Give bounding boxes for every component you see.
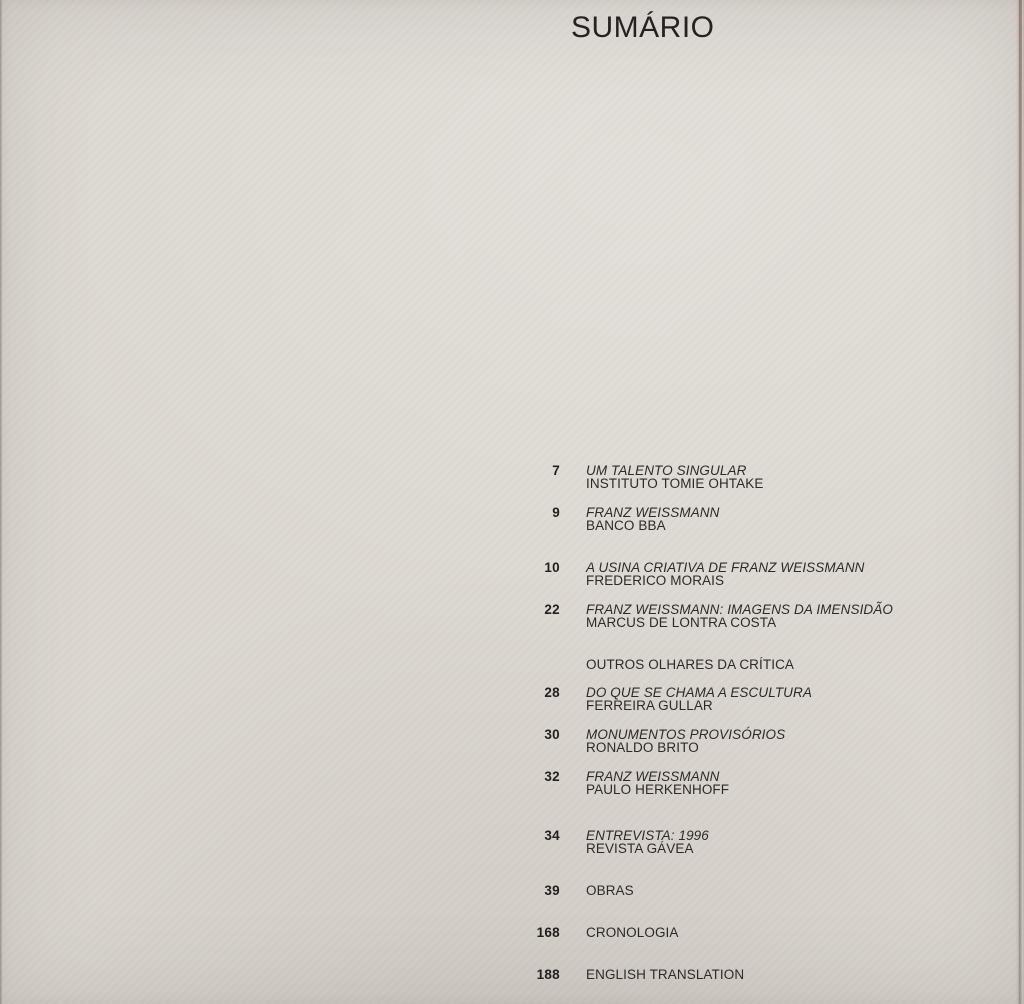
toc-entry-text xyxy=(586,770,729,796)
toc-entry xyxy=(500,561,893,587)
toc-entry-title: FRANZ WEISSMANN: IMAGENS DA IMENSIDÃO xyxy=(586,602,893,617)
toc-section xyxy=(500,658,893,812)
toc-entry xyxy=(500,506,893,532)
page-edge-left xyxy=(0,0,3,1004)
toc-entry-title: ENGLISH TRANSLATION xyxy=(586,967,745,982)
toc-entry-text xyxy=(586,603,893,629)
toc-entry-title: FRANZ WEISSMANN xyxy=(586,769,720,784)
toc-entry-text xyxy=(586,728,785,754)
toc-entry xyxy=(500,926,893,939)
toc-entry-author: BANCO BBA xyxy=(586,518,666,533)
toc-entry-author: PAULO HERKENHOFF xyxy=(586,782,730,797)
toc-entry-title: MONUMENTOS PROVISÓRIOS xyxy=(586,727,786,742)
toc-section xyxy=(500,884,893,913)
toc-section xyxy=(500,926,893,955)
toc-entry-page-number: 28 xyxy=(544,685,560,700)
toc-entry-author: RONALDO BRITO xyxy=(586,740,699,755)
toc-list xyxy=(500,464,893,997)
toc-entry xyxy=(500,464,893,490)
toc-entry-text xyxy=(586,884,634,897)
toc-section-heading: OUTROS OLHARES DA CRÍTICA xyxy=(586,657,795,672)
toc-entry-page-number: 32 xyxy=(544,769,560,784)
toc-entry-text xyxy=(586,464,763,490)
toc-entry-page-number: 188 xyxy=(536,967,560,982)
toc-entry-author: INSTITUTO TOMIE OHTAKE xyxy=(586,476,764,491)
page-edge-right xyxy=(1016,0,1024,1004)
toc-entry-author: MARCUS DE LONTRA COSTA xyxy=(586,615,777,630)
toc-entry-page-number: 30 xyxy=(544,727,560,742)
toc-entry xyxy=(500,770,893,796)
toc-entry-text xyxy=(586,561,865,587)
toc-entry-text xyxy=(586,968,744,981)
toc-entry xyxy=(500,686,893,712)
toc-entry-author: REVISTA GÁVEA xyxy=(586,841,694,856)
toc-entry-text xyxy=(586,686,812,712)
toc-entry-title: ENTREVISTA: 1996 xyxy=(586,828,709,843)
toc-section xyxy=(500,464,893,548)
toc-entry-author: FREDERICO MORAIS xyxy=(586,573,725,588)
toc-section xyxy=(500,561,893,645)
toc-entry-title: UM TALENTO SINGULAR xyxy=(586,463,747,478)
toc-entry-title: CRONOLOGIA xyxy=(586,925,679,940)
toc-entry-title: DO QUE SE CHAMA A ESCULTURA xyxy=(586,685,812,700)
toc-entry-title: OBRAS xyxy=(586,883,634,898)
toc-entry-page-number: 9 xyxy=(552,505,560,520)
toc-entry xyxy=(500,728,893,754)
toc-entry-page-number: 168 xyxy=(536,925,560,940)
toc-entry-text xyxy=(586,926,679,939)
toc-entry-page-number: 22 xyxy=(544,602,560,617)
toc-section xyxy=(500,829,893,871)
toc-entry-page-number: 39 xyxy=(544,883,560,898)
toc-entry-page-number: 10 xyxy=(544,560,560,575)
toc-entry xyxy=(500,884,893,897)
toc-entry-title: FRANZ WEISSMANN xyxy=(586,505,720,520)
toc-entry-author: FERREIRA GULLAR xyxy=(586,698,713,713)
toc-entry xyxy=(500,603,893,629)
toc-entry-text xyxy=(586,506,720,532)
page-title: SUMÁRIO xyxy=(571,11,715,44)
toc-entry-title: A USINA CRIATIVA DE FRANZ WEISSMANN xyxy=(586,560,865,575)
toc-entry xyxy=(500,829,893,855)
toc-entry-text xyxy=(586,829,709,855)
toc-entry xyxy=(500,968,893,981)
toc-section xyxy=(500,968,893,997)
toc-entry-page-number: 7 xyxy=(552,463,560,478)
toc-entry-page-number: 34 xyxy=(544,828,560,843)
